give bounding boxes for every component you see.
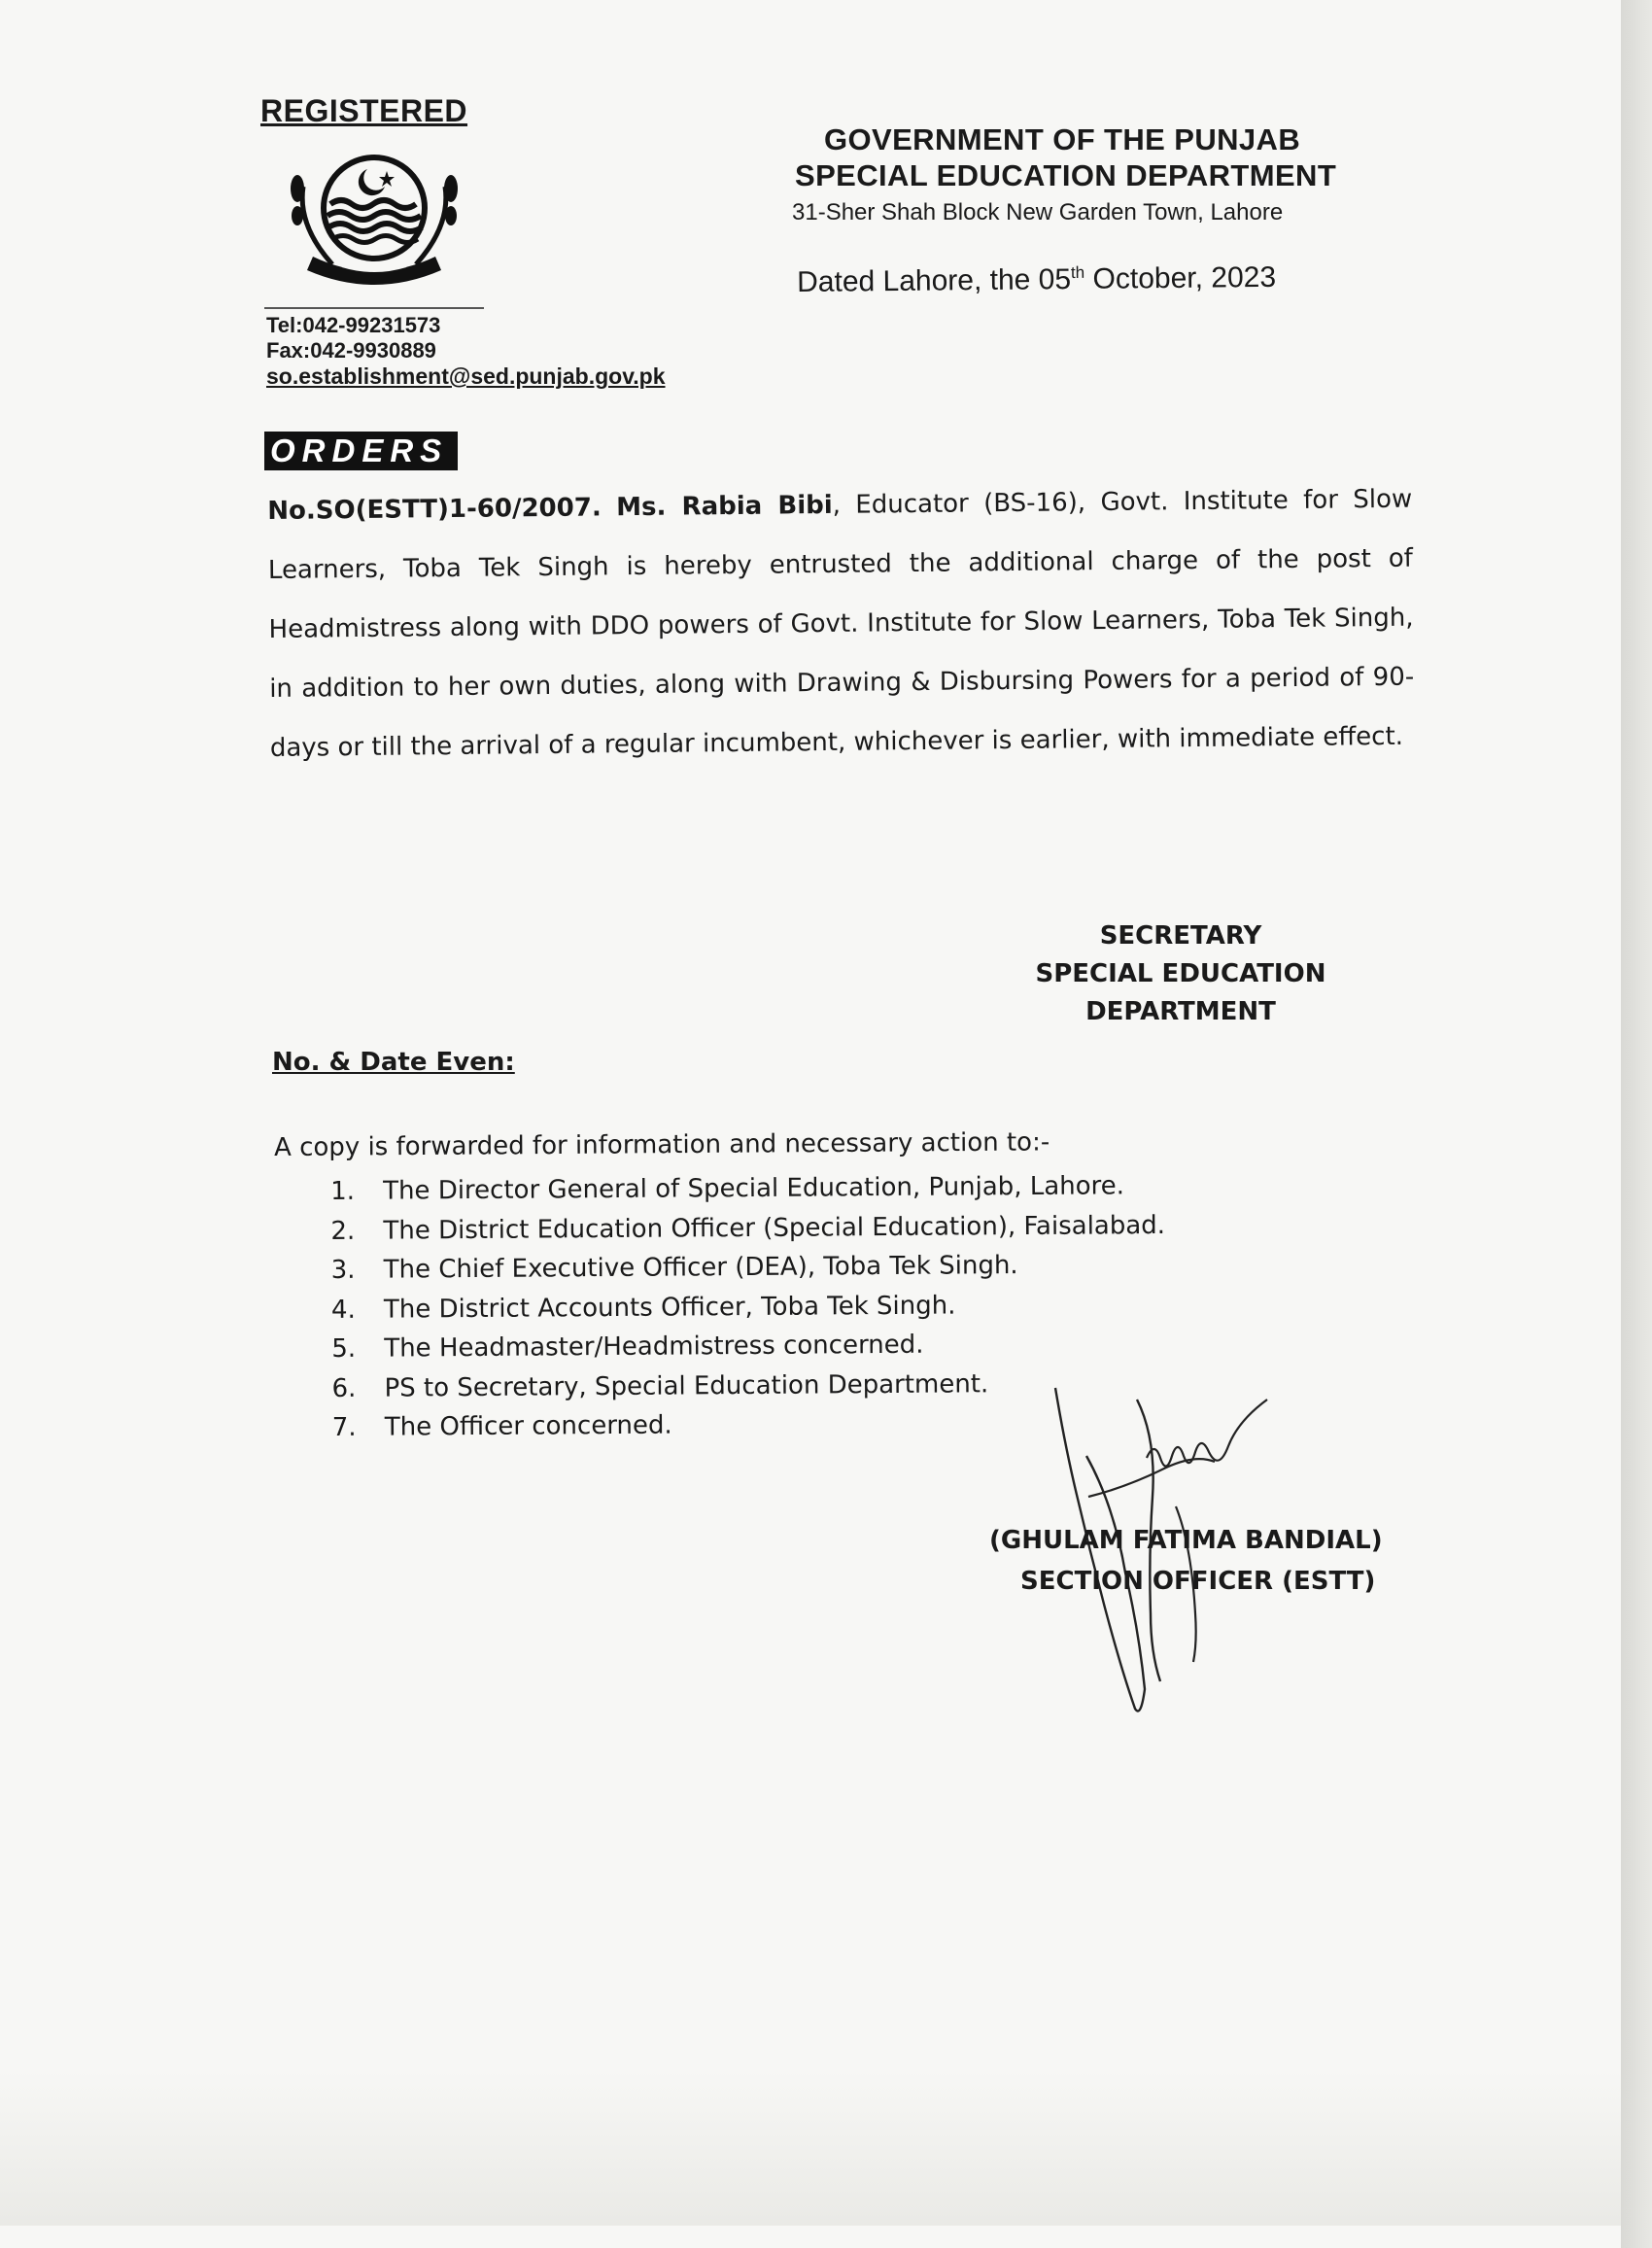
secretary-line-3: DEPARTMENT [1085, 997, 1276, 1026]
date-prefix: Dated Lahore, the 05 [797, 263, 1072, 298]
date-suffix: October, 2023 [1084, 260, 1277, 295]
department-title: SPECIAL EDUCATION DEPARTMENT [795, 158, 1337, 192]
department-address: 31-Sher Shah Block New Garden Town, Lahore [792, 199, 1284, 225]
email-address[interactable]: so.establishment@sed.punjab.gov.pk [266, 363, 666, 389]
list-item: 6. PS to Secretary, Special Education Department. [331, 1368, 989, 1403]
government-title: GOVERNMENT OF THE PUNJAB [824, 122, 1301, 156]
list-item: 4. The District Accounts Officer, Toba Tek Singh. [330, 1291, 956, 1325]
handwritten-signature [1030, 1380, 1341, 1730]
list-item: 3. The Chief Executive Officer (DEA), Toba Tek Singh. [330, 1251, 1018, 1285]
telephone-number: Tel:042-99231573 [266, 313, 441, 337]
list-item: 7. The Officer concerned. [331, 1410, 672, 1442]
secretary-line-1: SECRETARY [1099, 921, 1262, 951]
scan-edge [1621, 0, 1652, 2248]
order-paragraph [267, 470, 1415, 778]
scan-shadow [0, 2070, 1621, 2226]
orders-banner: ORDERS [264, 432, 458, 470]
signatory-title: SECTION OFFICER (ESTT) [1020, 1567, 1376, 1596]
fax-number: Fax:042-9930889 [266, 338, 436, 363]
order-reference-number: No.SO(ESTT)1-60/2007. [267, 493, 602, 526]
contact-divider [264, 307, 484, 309]
list-item: 2. The District Education Officer (Special Education), Faisalabad. [330, 1210, 1166, 1246]
order-text: , Educator (BS-16), Govt. Institute for Slow Learners, Toba Tek Singh is hereby entrusted the additional charge of the post of Headmistress along with DDO powers of Govt. Institute for Slow Learners, Toba Tek Singh, in addition to her own duties, along with Drawing & Disbursing Powers for a period of 90-days or till the arrival of a regular incumbent, whichever is earlier, with immediate effect. [267, 484, 1415, 763]
secretary-line-2: SPECIAL EDUCATION [1035, 959, 1326, 988]
copy-forward-intro: A copy is forwarded for information and necessary action to:- [274, 1127, 1050, 1162]
signatory-name: (GHULAM FATIMA BANDIAL) [989, 1526, 1383, 1555]
officer-name: Ms. Rabia Bibi [616, 490, 833, 523]
date-line [797, 261, 1276, 299]
date-ordinal-suffix: th [1070, 262, 1085, 283]
list-item: 5. The Headmaster/Headmistress concerned. [331, 1330, 924, 1364]
number-date-heading: No. & Date Even: [272, 1048, 515, 1077]
punjab-emblem-logo [274, 148, 474, 286]
registered-label: REGISTERED [260, 93, 468, 128]
list-item: 1. The Director General of Special Education, Punjab, Lahore. [330, 1171, 1125, 1206]
